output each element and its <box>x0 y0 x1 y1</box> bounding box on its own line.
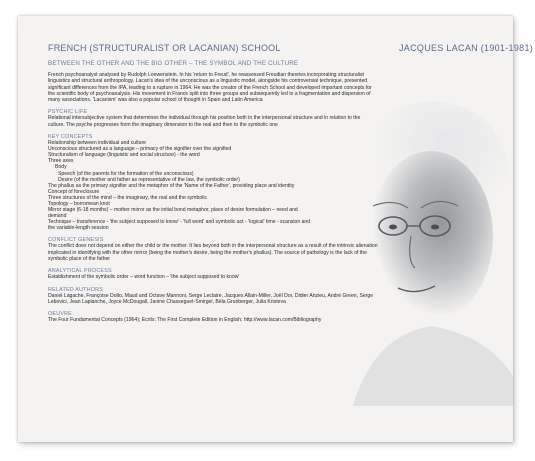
analytical-process-heading: ANALYTICAL PROCESS <box>48 268 112 275</box>
key-concept-item: Technique – transference - 'the subject supposed to know' - 'full word' and symbolic act - 'logical' time - scansion and <box>48 219 311 226</box>
key-concept-item: Topology – borromean knot <box>48 201 110 208</box>
subtitle: BETWEEN THE OTHER AND THE BIG OTHER – THE SYMBOL AND THE CULTURE <box>48 60 299 67</box>
conflict-genesis-heading: CONFLICT GENESIS <box>48 237 104 244</box>
key-concept-item: Three axes <box>48 158 74 165</box>
related-authors-text: Daniel Lagache, Françoise Dolto, Maud and Octave Mannoni, Serge Leclaire, Jacques Allain-Miller, Joël Dor, Didier Anzieu, André Green, Serge Lebovici, Jean Laplanche, Joyce McDougall, Janine Chasseguet-Smirgel, Béla Grunberger, Julia Kristeva <box>48 292 374 305</box>
psychic-life-text: Relational intersubjective system that determines the individual through his position both in the interpersonal structure and in relation to the culture. The psyche progresses from the imaginary dimension to the real and then to the symbolic one <box>48 115 361 128</box>
oeuvre-heading: OEUVRE <box>48 311 72 318</box>
related-authors-heading: RELATED AUTHORS <box>48 286 104 293</box>
key-concepts-list <box>48 140 518 231</box>
analytical-process-text: Establishment of the symbolic order – word function – 'the subject supposed to know' <box>48 274 240 281</box>
key-concept-item: Unconscious structured as a language – primacy of the signifier over the signified <box>48 146 232 153</box>
key-concepts-heading: KEY CONCEPTS <box>48 134 93 141</box>
intro-paragraph: French psychoanalyst analysed by Rudolph Loewenstein. In his 'return to Freud', he reassessed Freudian theories incorporating structuralist linguistics and structural anthropology. Lacan's idea of the unconscious as a linguistic model, alongside his controversial technique, presented significant differences from the IPA, leading to a rupture in 1964. He was the creator of the French School and developed important concepts for the scientific body of psychoanalysis. His movement in France split into three groups and subsequently led to a fragmentation and dispersion of many associations. 'Lacanism' was also a popular school of thought in Spain and Latin America <box>48 72 372 104</box>
conflict-genesis-text: The conflict does not depend on either the child or the mother. It lies beyond both in the interpersonal structure as a result of the intrinsic alienation implicated in identifying with the other mirror (being the mother's desire, being the mother's phallus). The source of pathology is the lack of the symbolic place of the father <box>48 243 378 263</box>
key-concept-item: Concept of foreclosure <box>48 188 100 195</box>
key-concept-item: Mirror stage (6-18 months) – mother mirror as the initial bond metaphor, place of desire formulation – need and <box>48 207 298 214</box>
key-concept-item: the variable-length session <box>48 225 109 232</box>
key-concept-item: Speech (of the parents for the formation of the unconscious) <box>58 170 194 177</box>
key-concept-item: Structuralism of language (linguistic and social structure) - the word <box>48 152 200 159</box>
key-concept-item: Three structures of the mind – the imaginary, the real and the symbolic <box>48 194 208 201</box>
key-concept-item: Body <box>55 164 67 171</box>
oeuvre-text: The Four Fundamental Concepts (1964); Ecrits: The First Complete Edition in English; http://www.lacan.com/Bibliography <box>48 317 322 324</box>
key-concept-item: demand <box>48 213 67 220</box>
page-title: FRENCH (STRUCTURALIST OR LACANIAN) SCHOOL <box>48 43 281 53</box>
author-name: JACQUES LACAN (1901-1981) <box>399 43 534 53</box>
content-column <box>48 43 534 324</box>
psychic-life-heading: PSYCHIC LIFE <box>48 109 88 116</box>
key-concept-item: Relationship between individual and culture <box>48 140 146 147</box>
header-row <box>48 43 534 57</box>
key-concept-item: Desire (of the mother and father as representative of the law, the symbolic order) <box>58 176 240 183</box>
info-card <box>18 16 534 442</box>
key-concept-item: The phallus as the primary signifier and the metaphor of the 'Name of the Father', providing place and identity <box>48 182 295 189</box>
